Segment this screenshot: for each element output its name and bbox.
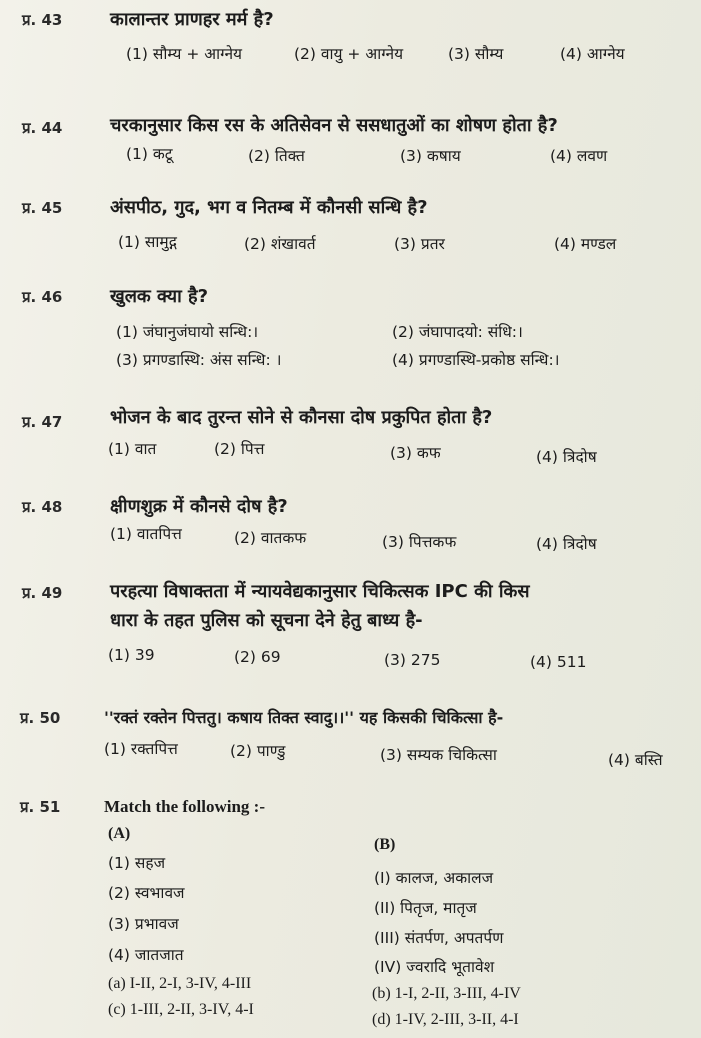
column-b-item-4: (IV) ज्वरादि भूतावेश	[374, 958, 495, 976]
question-text: Match the following :-	[104, 797, 266, 816]
option-2: (2) वायु + आग्नेय	[294, 45, 404, 63]
option-3: (3) सम्यक चिकित्सा	[380, 746, 497, 764]
question-text: खुलक क्या है?	[110, 286, 209, 307]
option-1: (1) सामुद्ग	[118, 233, 177, 251]
option-3: (3) प्रतर	[394, 235, 445, 253]
question-text: क्षीणशुक्र में कौनसे दोष है?	[110, 496, 288, 517]
option-4: (4) त्रिदोष	[536, 448, 597, 466]
option-2: (2) जंघापादयो: संधि:।	[392, 323, 523, 341]
question-number: प्र. 51	[20, 798, 61, 816]
option-2: (2) वातकफ	[234, 529, 307, 547]
column-b-item-1: (I) कालज, अकालज	[374, 869, 494, 887]
option-1: (1) कटू	[126, 145, 173, 163]
option-3: (3) प्रगण्डास्थि: अंस सन्धि: ।	[116, 351, 282, 369]
question-number: प्र. 45	[22, 199, 63, 217]
column-a-heading: (A)	[108, 825, 131, 842]
option-2: (2) शंखावर्त	[244, 235, 316, 253]
question-text-line-1: परहत्या विषाक्तता में न्यायवेद्यकानुसार चिकित्सक IPC की किस	[110, 581, 530, 602]
question-text: कालान्तर प्राणहर मर्म है?	[110, 9, 274, 30]
option-4: (4) मण्डल	[554, 235, 617, 253]
option-4: (4) आग्नेय	[560, 45, 625, 63]
option-c: (c) 1-III, 2-II, 3-IV, 4-I	[108, 1001, 254, 1018]
column-a-item-1: (1) सहज	[108, 854, 166, 872]
column-a-item-4: (4) जातजात	[108, 946, 184, 964]
option-2: (2) पित्त	[214, 440, 265, 458]
question-text: भोजन के बाद तुरन्त सोने से कौनसा दोष प्रकुपित होता है?	[110, 407, 493, 428]
column-b-item-2: (II) पितृज, मातृज	[374, 899, 477, 917]
column-a-item-2: (2) स्वभावज	[108, 884, 185, 902]
option-1: (1) वातपित्त	[110, 525, 182, 543]
question-number: प्र. 50	[20, 709, 61, 727]
option-4: (4) प्रगण्डास्थि-प्रकोष्ठ सन्धि:।	[392, 351, 560, 369]
question-text: अंसपीठ, गुद, भग व नितम्ब में कौनसी सन्धि है?	[110, 197, 428, 218]
option-d: (d) 1-IV, 2-III, 3-II, 4-I	[372, 1011, 519, 1028]
question-text-line-2: धारा के तहत पुलिस को सूचना देने हेतु बाध्य है-	[110, 610, 423, 631]
option-4: (4) 511	[530, 653, 587, 671]
question-number: प्र. 47	[22, 413, 63, 431]
option-3: (3) सौम्य	[448, 45, 504, 63]
option-1: (1) रक्तपित्त	[104, 740, 178, 758]
column-a-item-3: (3) प्रभावज	[108, 915, 179, 933]
question-number: प्र. 48	[22, 498, 63, 516]
option-b: (b) 1-I, 2-II, 3-III, 4-IV	[372, 985, 521, 1002]
question-number: प्र. 43	[22, 11, 63, 29]
option-1: (1) वात	[108, 440, 157, 458]
column-b-item-3: (III) संतर्पण, अपतर्पण	[374, 929, 504, 947]
option-a: (a) I-II, 2-I, 3-IV, 4-III	[108, 975, 252, 992]
option-2: (2) तिक्त	[248, 147, 305, 165]
option-4: (4) बस्ति	[608, 751, 663, 769]
question-text: ''रक्तं रक्तेन पित्ततु। कषाय तिक्त स्वादु।।'' यह किसकी चिकित्सा है-	[104, 708, 504, 727]
option-2: (2) पाण्डु	[230, 742, 286, 760]
option-2: (2) 69	[234, 648, 281, 666]
option-3: (3) कषाय	[400, 147, 461, 165]
question-number: प्र. 44	[22, 119, 63, 137]
question-number: प्र. 49	[22, 584, 63, 602]
option-3: (3) पित्तकफ	[382, 533, 457, 551]
question-number: प्र. 46	[22, 288, 63, 306]
option-3: (3) कफ	[390, 444, 441, 462]
column-b-heading: (B)	[374, 836, 396, 853]
option-4: (4) त्रिदोष	[536, 535, 597, 553]
option-4: (4) लवण	[550, 147, 608, 165]
question-text: चरकानुसार किस रस के अतिसेवन से ससधातुओं का शोषण होता है?	[110, 115, 558, 136]
option-1: (1) 39	[108, 646, 155, 664]
option-3: (3) 275	[384, 651, 441, 669]
option-1: (1) जंघानुजंघायो सन्धि:।	[116, 323, 259, 341]
option-1: (1) सौम्य + आग्नेय	[126, 45, 243, 63]
